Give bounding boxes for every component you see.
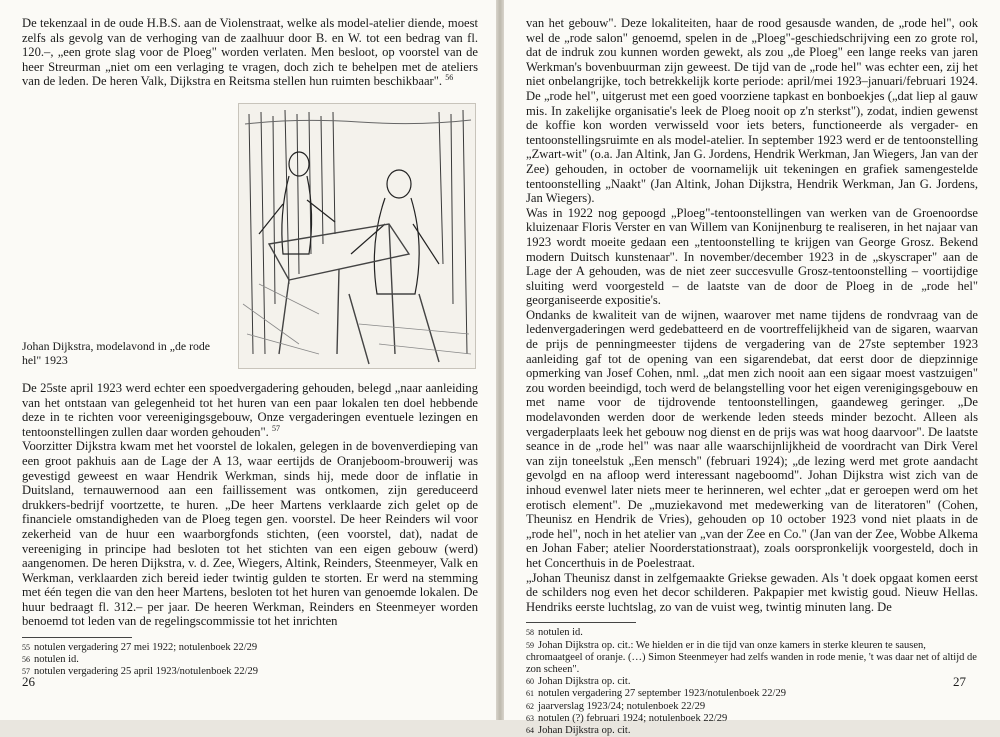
footnote-number: 56 [22, 655, 30, 665]
figure-caption: Johan Dijkstra, modelavond in „de rode hel" 1923 [22, 338, 211, 367]
footnote-number: 55 [22, 643, 30, 653]
footnote-text: notulen id. [34, 654, 79, 666]
footnote-text: notulen vergadering 27 september 1923/notulenboek 22/29 [538, 688, 786, 700]
footnote-item [22, 654, 478, 666]
footnote-item [526, 676, 978, 688]
left-page [0, 0, 496, 720]
footnote-item [526, 627, 978, 639]
footnote-number: 63 [526, 713, 534, 723]
page-number: 27 [953, 674, 966, 689]
footnote-item [22, 666, 478, 678]
right-paragraph-1: van het gebouw". Deze lokaliteiten, haar de rood gesausde wanden, de „rode hel", ook wel de „rode salon" genoemd, spelen in de „Ploeg"-geschiedschrijving een zo grote rol, dat de indruk zou kunnen worden gewekt, als zou „de Ploeg" een lange reeks van jaren Werkman's bovenbuurman zijn geweest. De tijd van de „rode hel" was echter een, zij het niet onbelangrijke, toch betrekkelijk korte periode: april/mei 1923–januari/februari 1924. De „rode hel", uitgerust met een goed voorziene tapkast en bonboekjes („dat liep al gauw mis. In zakelijke organisatie's leek de Ploeg nooit op z'n sterkst"), zodat, indien gewenst de koffie kon worden verwisseld voor iets beters, functioneerde als vergader- en tentoonstellingsruimte en als model-atelier. In september 1923 werd er de tentoonstelling „Zwart-wit" (o.a. Jan Altink, Jan G. Jordens, Hendrik Werkman, Jan Wiegers, Jan van der Zee) gehouden, in october de voornamelijk uit tekeningen en grafiek samengestelde tentoonstelling „Naakt" (Jan Altink, Johan Dijkstra, Hendrik Werkman, Jan G. Jordens, Jan Wiegers). [526, 16, 978, 206]
right-footnotes [526, 627, 978, 737]
footnote-text: notulen id. [538, 627, 583, 639]
footnote-marker: 56 [445, 73, 454, 83]
left-paragraph-1 [22, 381, 478, 439]
footnote-number: 64 [526, 725, 534, 735]
book-gutter [496, 0, 504, 720]
sketch-illustration [238, 103, 476, 369]
footnote-number: 61 [526, 689, 534, 699]
footnote-item [526, 701, 978, 713]
footnote-number: 57 [22, 667, 30, 677]
footnote-number: 60 [526, 677, 534, 687]
footnote-text: Johan Dijkstra op. cit. [538, 676, 631, 688]
left-intro-text [22, 16, 478, 89]
footnote-number: 59 [526, 640, 534, 650]
figure-row [22, 103, 478, 371]
footnote-item [526, 713, 978, 725]
left-paragraph-1-text: De 25ste april 1923 werd echter een spoedvergadering gehouden, belegd „naar aanleiding van het ontstaan van gelegenheid tot het huren van een paar lokalen ten doel hebbende deze in te richten voor vereenigingsgebouw, Onze vergaderingen eventuele lezingen en tentoonstellingen zullen daar worden gehouden". [22, 380, 478, 439]
right-body [526, 16, 978, 614]
right-paragraph-2: Was in 1922 nog gepoogd „Ploeg"-tentoonstellingen van werken van de Groenoordse kluizenaar Floris Verster en van Willem van Konijnenburg te realiseren, in het najaar van 1923 wordt moeite gedaan een „tentoonstelling te krijgen van George Grosz. Bekend modern Duitsch kunstenaar". In november/december 1923 in de „skyscraper" aan de Lage der A gehouden, was de niet zeer succesvulle Grosz-tentoonstelling – voortijdige sluiting werd voorgesteld – de laatste van de door de Ploeg in de „rode hel" georganiseerde expositie's. [526, 205, 978, 308]
left-body [22, 381, 478, 629]
page-number: 26 [22, 674, 35, 689]
left-footnotes [22, 642, 478, 679]
footnote-text: notulen vergadering 27 mei 1922; notulenboek 22/29 [34, 642, 258, 654]
footnote-number: 58 [526, 628, 534, 638]
footnote-item [526, 640, 978, 677]
left-paragraph-2: Voorzitter Dijkstra kwam met het voorstel de lokalen, gelegen in de bovenverdieping van een groot pakhuis aan de Lage der A 13, waar eertijds de Oranjeboom-brouwerij was gevestigd geweest en waar Hendrik Werkman, sinds hij, mede door de inflatie in Duitsland, ternauwernood aan een faillissement was ontkomen, zijn gereduceerd drukkers-bedrijf voortzette, te huren. „De heer Martens verklaarde zich gelet op de financiele omstandigheden van de Ploeg tegen gen. voorstel. De heer Reinders wil voor zekerheid van de huur een waarborgfonds stichten, (een voorstel, dat), nadat de vereeniging in principe had besloten tot het stichten van een eigen gebouw (werd) aangenomen. De heren Dijkstra, v. d. Zee, Wiegers, Altink, Reinders, Steenmeyer, Valk en Werkman, verklaarden zich bereid ieder twintig gulden te storten. Er werd na stemming met één tegen die van den heer Martens, besloten tot het huren van genoemde lokalen. De huur bedraagt fl. 312.– per jaar. De heeren Werkman, Reinders en Steenmeyer worden benoemd tot leden van de regelingscommissie tot het inrichten [22, 439, 478, 629]
footnote-rule [22, 637, 132, 638]
right-page [504, 0, 1000, 736]
footnote-marker: 57 [271, 423, 280, 433]
footnote-item [22, 642, 478, 654]
right-paragraph-3: Ondanks de kwaliteit van de wijnen, waarover met name tijdens de rondvraag van de ledenvergaderingen werd gedebatteerd en de voortreffelijkheid van de sigaren, waarvan de prijs de penningmeester tijdens de vergadering van de 27ste september 1923 aanleiding gaf tot de opening van een sigarendebat, dat eerst door de diepzinnige opmerking van Josef Cohen, nml. „dat men zich nooit aan een sigaar moest vastzuigen" zou worden beeindigd, toch werd de belangstelling voor het eigen verenigingsgebouw en met name voor de tijdrovende tentoonstellingen, gaandeweg geringer. „De modelavonden werden door de werkende leden steeds minder bezocht. Alleen als vergaderplaats leek het gebouw nog dienst en de prijs was wat hoog daarvoor". De laatste seance in de „rode hel" was naar alle waarschijnlijkheid de voordracht van Dirk Verel van zijn toneelstuk „Een mensch" (februari 1924); „de lezing werd met grote aandacht gevolgd en na afloop werd interessant nageboomd". Johan Dijkstra wist zich van de inhoud evenwel later niets meer te herinneren, wel echter „dat er geroepen werd om het erotisch element". De „muziekavond met medewerking van de literatoren" (Cohen, Theunisz en Hendrik de Vries), gehouden op 10 october 1923 vond niet plaats in de „rode hel", noch in het atelier van „van der Zee en Co." (Jan van der Zee, Wobbe Alkema en Johan Faber; atelier Noorderstationstraat), zoals oorspronkelijk voorgesteld, doch in het Concerthuis in de Poelestraat. [526, 307, 978, 570]
footnote-item [526, 688, 978, 700]
footnote-text: notulen (?) februari 1924; notulenboek 22/29 [538, 712, 728, 724]
footnote-number: 62 [526, 701, 534, 711]
footnote-rule [526, 622, 636, 623]
footnote-item [526, 725, 978, 737]
footnote-text: jaarverslag 1923/24; notulenboek 22/29 [538, 700, 706, 712]
footnote-text: notulen vergadering 25 april 1923/notulenboek 22/29 [34, 666, 259, 678]
left-intro-body: De tekenzaal in de oude H.B.S. aan de Violenstraat, welke als model-atelier diende, moest zelfs als gevolg van de verhoging van de zaalhuur door B. en W. tot een bedrag van fl. 120.–, „een grote slag voor de Ploeg" worden verlaten. Men besloot, op voorstel van de heer Streurman „niet om een verlaging te vragen, doch zich te behelpen met de ateliers van de leden. De heren Valk, Dijkstra en Reitsma stellen hun ruimten beschikbaar". [22, 16, 478, 89]
footnote-text: Johan Dijkstra op. cit. [538, 724, 631, 736]
right-paragraph-4: „Johan Theunisz danst in zelfgemaakte Griekse gewaden. Als 't doek opgaat komen eerst de schilders nog even het decor schilderen. Pakpapier met kwistig goud. Nieuw Hellas. Hendriks eerste luchtslag, zo van de vuist weg, twintig minuten lang. De [526, 570, 978, 614]
sketch-drawing [239, 104, 475, 368]
footnote-text: Johan Dijkstra op. cit.: We hielden er in die tijd van onze kamers in sterke kleuren te sausen, chromaatgeel of oranje. (…) Simon Steenmeyer had zelfs wanden in rode menie, 't was daar net of altijd de zon scheen". [526, 639, 977, 675]
